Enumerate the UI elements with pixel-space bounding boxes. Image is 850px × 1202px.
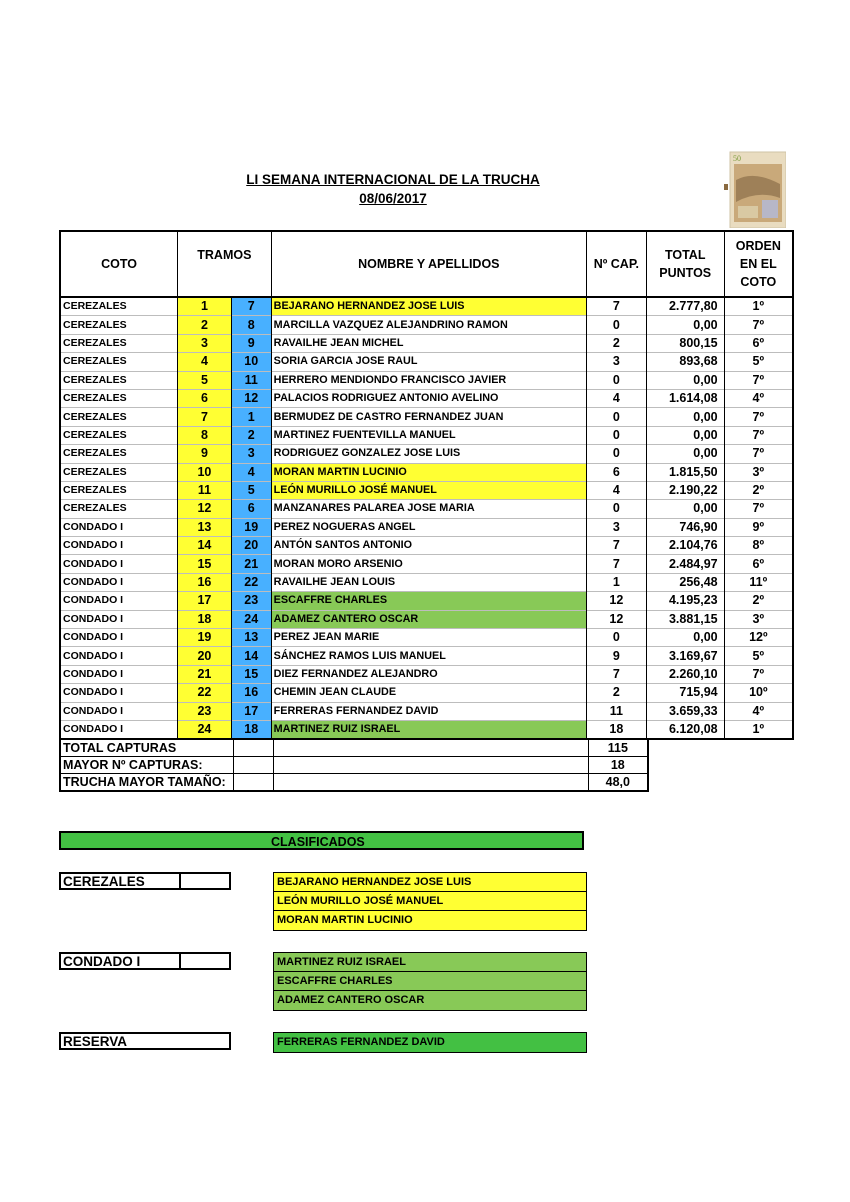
coto-cell: CEREZALES: [60, 500, 178, 518]
points-cell: 800,15: [646, 334, 724, 352]
empty-cell: [234, 774, 274, 792]
captures-cell: 3: [586, 353, 646, 371]
points-cell: 3.169,67: [646, 647, 724, 665]
table-row: [60, 316, 793, 334]
table-row: [60, 297, 793, 316]
captures-cell: 0: [586, 629, 646, 647]
points-cell: 893,68: [646, 353, 724, 371]
tramo1-cell: 8: [178, 426, 232, 444]
coto-cell: CEREZALES: [60, 316, 178, 334]
totals-value: 48,0: [588, 774, 648, 792]
divider: [179, 954, 181, 968]
captures-cell: 2: [586, 684, 646, 702]
points-cell: 1.815,50: [646, 463, 724, 481]
qualified-name: ADAMEZ CANTERO OSCAR: [274, 991, 586, 1010]
table-row: [60, 702, 793, 720]
event-poster-image: [724, 150, 786, 228]
order-cell: 10º: [724, 684, 793, 702]
table-row: [60, 408, 793, 426]
table-row: [60, 371, 793, 389]
tramo1-cell: 13: [178, 518, 232, 536]
table-row: [60, 445, 793, 463]
page-title: LI SEMANA INTERNACIONAL DE LA TRUCHA: [246, 172, 540, 187]
tramo1-cell: 10: [178, 463, 232, 481]
points-cell: 4.195,23: [646, 592, 724, 610]
name-cell: BEJARANO HERNANDEZ JOSE LUIS: [271, 297, 586, 316]
name-cell: RAVAILHE JEAN LOUIS: [271, 573, 586, 591]
coto-cell: CONDADO I: [60, 665, 178, 683]
empty-cell: [274, 774, 588, 792]
tramo2-cell: 18: [231, 720, 271, 739]
tramo2-cell: 22: [231, 573, 271, 591]
order-cell: 7º: [724, 426, 793, 444]
group-label-reserva: [59, 1032, 231, 1050]
points-cell: 715,94: [646, 684, 724, 702]
clasificados-header: CLASIFICADOS: [59, 831, 584, 850]
order-cell: 7º: [724, 316, 793, 334]
name-cell: SORIA GARCIA JOSE RAUL: [271, 353, 586, 371]
totals-label: TOTAL CAPTURAS: [60, 739, 234, 757]
table-row: [60, 610, 793, 628]
tramo1-cell: 23: [178, 702, 232, 720]
captures-cell: 0: [586, 445, 646, 463]
qualified-name: MORAN MARTIN LUCINIO: [274, 911, 586, 930]
col-tramos: TRAMOS: [178, 231, 272, 297]
order-cell: 6º: [724, 555, 793, 573]
coto-cell: CONDADO I: [60, 592, 178, 610]
table-row: [60, 684, 793, 702]
captures-cell: 3: [586, 518, 646, 536]
table-row: [60, 647, 793, 665]
tramo1-cell: 12: [178, 500, 232, 518]
name-cell: HERRERO MENDIONDO FRANCISCO JAVIER: [271, 371, 586, 389]
coto-cell: CONDADO I: [60, 555, 178, 573]
coto-cell: CONDADO I: [60, 573, 178, 591]
qualified-name: LEÓN MURILLO JOSÉ MANUEL: [274, 892, 586, 911]
totals-label: TRUCHA MAYOR TAMAÑO:: [60, 774, 234, 792]
points-cell: 0,00: [646, 426, 724, 444]
captures-cell: 0: [586, 408, 646, 426]
tramo1-cell: 21: [178, 665, 232, 683]
captures-cell: 12: [586, 592, 646, 610]
points-cell: 3.881,15: [646, 610, 724, 628]
captures-cell: 2: [586, 334, 646, 352]
coto-cell: CONDADO I: [60, 720, 178, 739]
order-cell: 4º: [724, 389, 793, 407]
order-cell: 11º: [724, 573, 793, 591]
order-cell: 7º: [724, 500, 793, 518]
captures-cell: 11: [586, 702, 646, 720]
table-row: [60, 592, 793, 610]
name-cell: FERRERAS FERNANDEZ DAVID: [271, 702, 586, 720]
tramo1-cell: 19: [178, 629, 232, 647]
coto-cell: CONDADO I: [60, 702, 178, 720]
table-row: [60, 426, 793, 444]
table-row: [60, 353, 793, 371]
tramo1-cell: 6: [178, 389, 232, 407]
captures-cell: 7: [586, 665, 646, 683]
tramo2-cell: 6: [231, 500, 271, 518]
order-cell: 1º: [724, 297, 793, 316]
points-cell: 2.777,80: [646, 297, 724, 316]
name-cell: RAVAILHE JEAN MICHEL: [271, 334, 586, 352]
tramo1-cell: 18: [178, 610, 232, 628]
coto-cell: CEREZALES: [60, 426, 178, 444]
totals-value: 115: [588, 739, 648, 757]
empty-cell: [274, 739, 588, 757]
order-cell: 7º: [724, 445, 793, 463]
tramo2-cell: 10: [231, 353, 271, 371]
group-label: CEREZALES: [63, 874, 145, 889]
tramo1-cell: 4: [178, 353, 232, 371]
captures-cell: 0: [586, 316, 646, 334]
points-cell: 0,00: [646, 316, 724, 334]
points-cell: 256,48: [646, 573, 724, 591]
captures-cell: 0: [586, 500, 646, 518]
name-cell: MANZANARES PALAREA JOSE MARIA: [271, 500, 586, 518]
tramo2-cell: 7: [231, 297, 271, 316]
coto-cell: CEREZALES: [60, 463, 178, 481]
name-cell: BERMUDEZ DE CASTRO FERNANDEZ JUAN: [271, 408, 586, 426]
tramo1-cell: 2: [178, 316, 232, 334]
captures-cell: 6: [586, 463, 646, 481]
points-cell: 0,00: [646, 371, 724, 389]
tramo2-cell: 15: [231, 665, 271, 683]
name-cell: ADAMEZ CANTERO OSCAR: [271, 610, 586, 628]
totals-row: [60, 739, 648, 757]
order-cell: 8º: [724, 537, 793, 555]
order-cell: 1º: [724, 720, 793, 739]
captures-cell: 12: [586, 610, 646, 628]
table-row: [60, 481, 793, 499]
captures-cell: 18: [586, 720, 646, 739]
coto-cell: CEREZALES: [60, 389, 178, 407]
captures-cell: 7: [586, 537, 646, 555]
captures-cell: 4: [586, 481, 646, 499]
table-row: [60, 500, 793, 518]
coto-cell: CONDADO I: [60, 629, 178, 647]
captures-cell: 7: [586, 297, 646, 316]
name-cell: SÁNCHEZ RAMOS LUIS MANUEL: [271, 647, 586, 665]
order-cell: 3º: [724, 610, 793, 628]
table-row: [60, 518, 793, 536]
group-label-cerezales: [59, 872, 231, 890]
points-cell: 0,00: [646, 408, 724, 426]
group-label: RESERVA: [63, 1034, 128, 1049]
points-cell: 2.104,76: [646, 537, 724, 555]
table-row: [60, 334, 793, 352]
tramo1-cell: 9: [178, 445, 232, 463]
tramo1-cell: 1: [178, 297, 232, 316]
tramo1-cell: 11: [178, 481, 232, 499]
qualified-list-cerezales: [273, 872, 587, 931]
captures-cell: 4: [586, 389, 646, 407]
divider: [179, 874, 181, 888]
order-cell: 2º: [724, 481, 793, 499]
captures-cell: 7: [586, 555, 646, 573]
points-cell: 6.120,08: [646, 720, 724, 739]
empty-cell: [234, 757, 274, 774]
table-row: [60, 629, 793, 647]
tramo2-cell: 11: [231, 371, 271, 389]
name-cell: PEREZ JEAN MARIE: [271, 629, 586, 647]
tramo2-cell: 21: [231, 555, 271, 573]
col-capturas: Nº CAP.: [586, 231, 646, 297]
table-row: [60, 720, 793, 739]
tramo2-cell: 19: [231, 518, 271, 536]
coto-cell: CEREZALES: [60, 481, 178, 499]
name-cell: CHEMIN JEAN CLAUDE: [271, 684, 586, 702]
order-cell: 7º: [724, 371, 793, 389]
name-cell: MARCILLA VAZQUEZ ALEJANDRINO RAMON: [271, 316, 586, 334]
points-cell: 0,00: [646, 629, 724, 647]
name-cell: PALACIOS RODRIGUEZ ANTONIO AVELINO: [271, 389, 586, 407]
group-label-condado: [59, 952, 231, 970]
table-row: [60, 665, 793, 683]
tramo2-cell: 16: [231, 684, 271, 702]
tramo1-cell: 7: [178, 408, 232, 426]
qualified-name: MARTINEZ RUIZ ISRAEL: [274, 953, 586, 972]
tramo2-cell: 12: [231, 389, 271, 407]
order-cell: 2º: [724, 592, 793, 610]
coto-cell: CONDADO I: [60, 537, 178, 555]
tramo2-cell: 3: [231, 445, 271, 463]
table-row: [60, 537, 793, 555]
name-cell: MORAN MORO ARSENIO: [271, 555, 586, 573]
coto-cell: CONDADO I: [60, 518, 178, 536]
tramo2-cell: 4: [231, 463, 271, 481]
table-row: [60, 463, 793, 481]
coto-cell: CEREZALES: [60, 334, 178, 352]
tramo2-cell: 17: [231, 702, 271, 720]
results-table: [59, 230, 794, 740]
table-row: [60, 389, 793, 407]
points-cell: 746,90: [646, 518, 724, 536]
coto-cell: CEREZALES: [60, 297, 178, 316]
svg-text:50: 50: [733, 154, 741, 163]
points-cell: 0,00: [646, 445, 724, 463]
order-cell: 6º: [724, 334, 793, 352]
col-orden: ORDEN EN EL COTO: [724, 231, 793, 297]
order-cell: 5º: [724, 353, 793, 371]
col-total-puntos: TOTAL PUNTOS: [646, 231, 724, 297]
totals-row: [60, 774, 648, 792]
name-cell: RODRIGUEZ GONZALEZ JOSE LUIS: [271, 445, 586, 463]
order-cell: 7º: [724, 408, 793, 426]
order-cell: 5º: [724, 647, 793, 665]
order-cell: 3º: [724, 463, 793, 481]
tramo1-cell: 22: [178, 684, 232, 702]
order-cell: 9º: [724, 518, 793, 536]
totals-label: MAYOR Nº CAPTURAS:: [60, 757, 234, 774]
empty-cell: [274, 757, 588, 774]
name-cell: MORAN MARTIN LUCINIO: [271, 463, 586, 481]
event-date: 08/06/2017: [359, 191, 427, 206]
coto-cell: CEREZALES: [60, 371, 178, 389]
points-cell: 2.484,97: [646, 555, 724, 573]
tramo1-cell: 20: [178, 647, 232, 665]
qualified-list-reserva: [273, 1032, 587, 1053]
tramo1-cell: 17: [178, 592, 232, 610]
tramo1-cell: 16: [178, 573, 232, 591]
captures-cell: 0: [586, 426, 646, 444]
tramo2-cell: 13: [231, 629, 271, 647]
tramo2-cell: 1: [231, 408, 271, 426]
tramo1-cell: 15: [178, 555, 232, 573]
totals-value: 18: [588, 757, 648, 774]
col-nombre: NOMBRE Y APELLIDOS: [271, 231, 586, 297]
coto-cell: CEREZALES: [60, 353, 178, 371]
tramo2-cell: 9: [231, 334, 271, 352]
captures-cell: 1: [586, 573, 646, 591]
empty-cell: [234, 739, 274, 757]
totals-row: [60, 757, 648, 774]
table-header: [60, 231, 793, 297]
group-label: CONDADO I: [63, 954, 141, 969]
tramo1-cell: 3: [178, 334, 232, 352]
name-cell: ANTÓN SANTOS ANTONIO: [271, 537, 586, 555]
tramo2-cell: 5: [231, 481, 271, 499]
points-cell: 3.659,33: [646, 702, 724, 720]
tramo1-cell: 14: [178, 537, 232, 555]
name-cell: MARTINEZ FUENTEVILLA MANUEL: [271, 426, 586, 444]
name-cell: ESCAFFRE CHARLES: [271, 592, 586, 610]
tramo2-cell: 23: [231, 592, 271, 610]
name-cell: LEÓN MURILLO JOSÉ MANUEL: [271, 481, 586, 499]
points-cell: 0,00: [646, 500, 724, 518]
points-cell: 1.614,08: [646, 389, 724, 407]
coto-cell: CONDADO I: [60, 647, 178, 665]
tramo2-cell: 8: [231, 316, 271, 334]
qualified-name: BEJARANO HERNANDEZ JOSE LUIS: [274, 873, 586, 892]
order-cell: 12º: [724, 629, 793, 647]
qualified-list-condado: [273, 952, 587, 1011]
table-row: [60, 573, 793, 591]
points-cell: 2.260,10: [646, 665, 724, 683]
tramo2-cell: 14: [231, 647, 271, 665]
col-coto: COTO: [60, 231, 178, 297]
tramo2-cell: 24: [231, 610, 271, 628]
tramo2-cell: 2: [231, 426, 271, 444]
order-cell: 7º: [724, 665, 793, 683]
tramo1-cell: 5: [178, 371, 232, 389]
coto-cell: CEREZALES: [60, 408, 178, 426]
order-cell: 4º: [724, 702, 793, 720]
qualified-name: ESCAFFRE CHARLES: [274, 972, 586, 991]
coto-cell: CEREZALES: [60, 445, 178, 463]
name-cell: DIEZ FERNANDEZ ALEJANDRO: [271, 665, 586, 683]
captures-cell: 9: [586, 647, 646, 665]
coto-cell: CONDADO I: [60, 610, 178, 628]
name-cell: PEREZ NOGUERAS ANGEL: [271, 518, 586, 536]
table-row: [60, 555, 793, 573]
tramo1-cell: 24: [178, 720, 232, 739]
qualified-name: FERRERAS FERNANDEZ DAVID: [274, 1033, 586, 1052]
name-cell: MARTINEZ RUIZ ISRAEL: [271, 720, 586, 739]
totals-table: [59, 738, 649, 792]
points-cell: 2.190,22: [646, 481, 724, 499]
tramo2-cell: 20: [231, 537, 271, 555]
captures-cell: 0: [586, 371, 646, 389]
coto-cell: CONDADO I: [60, 684, 178, 702]
